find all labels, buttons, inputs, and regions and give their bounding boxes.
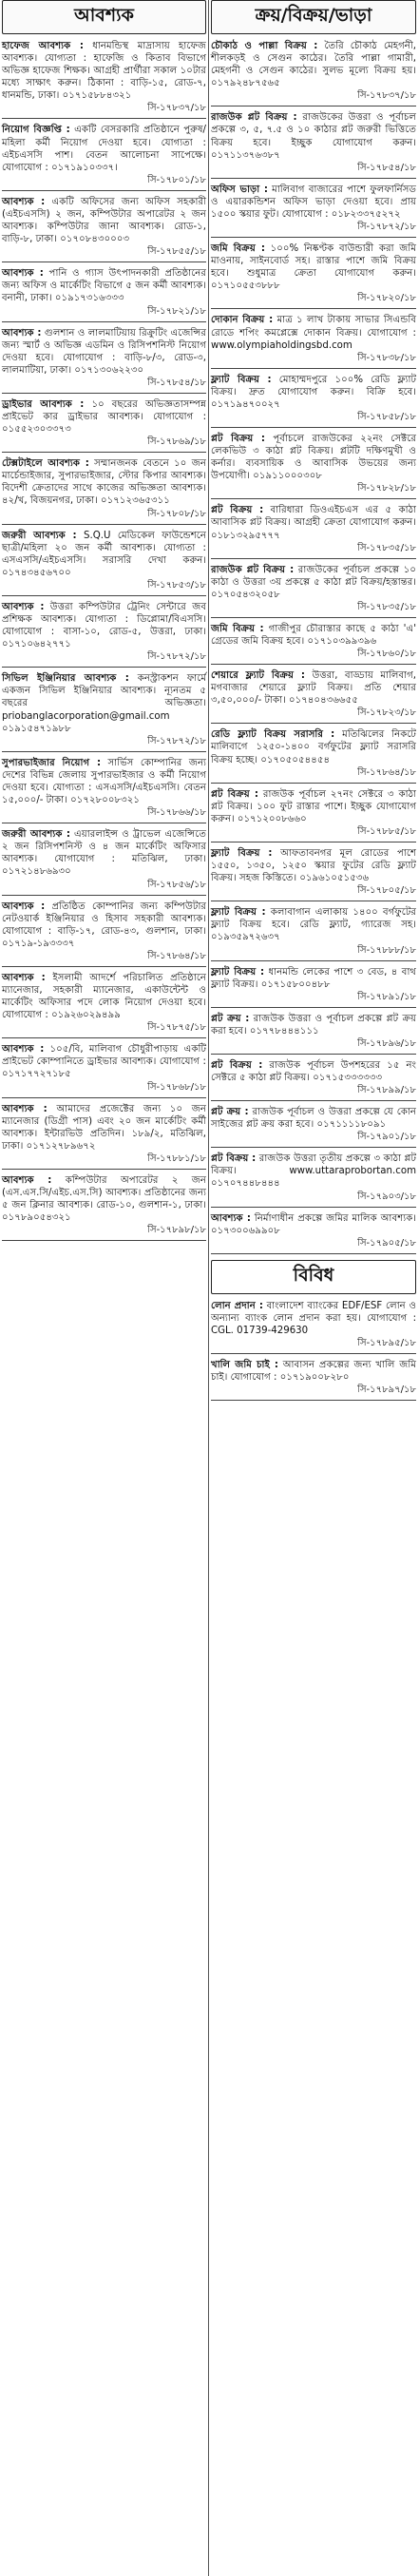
classified-ad: [2, 757, 206, 806]
ad-code: সি-১৭৮২০/১৮: [357, 293, 416, 304]
misc-ads-list: [211, 1300, 416, 1401]
ad-body: আফতাবনগর মূল রোডের পাশে ১৫৫০, ১৩৫০, ১২৫০ স্কয়ার ফুটের রেডি ফ্ল্যাট বিক্রয়। সহজ কিস্তিতে। ০১৯৬১০৫১৫৩৬: [211, 847, 416, 884]
classified-ad: [211, 1359, 416, 1384]
ad-body: রাজউক উত্তরা তৃতীয় প্রকল্পে ৩ কাঠা প্লট বিক্রয়। www.uttaraprobortan.com ০১৭০৭৪৪৮৪৪৪: [211, 1153, 416, 1190]
classified-ad: [211, 966, 416, 991]
ad-code: সি-১৭৮২৮/১৮: [357, 483, 416, 494]
classified-ad: [211, 433, 416, 482]
classified-ad: [2, 601, 206, 650]
ad-body: আমাদের প্রজেক্টের জন্য ১০ জন ম্যানেজার (ডিগ্রী পাস) এবং ২০ জন মার্কেটিং কর্মী আবশ্যক। ইন্টারভিউ প্রতিদিন। ১৮৯/২, মতিঝিল, ঢাকা। ০১৭১২৭৮৯৬৭২: [2, 1103, 206, 1152]
ad-title: জমি বিক্রয় :: [211, 243, 265, 255]
buy-sell-ads-list: [211, 40, 416, 1254]
ad-code: সি-১৭৮২৩/১৮: [357, 707, 416, 719]
section-header-misc: বিবিধ: [211, 1260, 416, 1294]
ad-code: সি-১৭৮৯৯/১৮: [357, 1085, 416, 1096]
ad-title: প্লট বিক্রয় :: [211, 433, 266, 444]
classified-ad: [211, 728, 416, 765]
ad-separator: [211, 368, 416, 369]
ad-title: জরুরী আবশ্যক :: [2, 829, 70, 841]
ad-separator: [211, 1100, 416, 1101]
classified-ad: [2, 972, 206, 1021]
classified-ad: [2, 457, 206, 507]
ad-title: আবশ্যক :: [2, 1174, 52, 1186]
classified-ad: [211, 1013, 416, 1037]
ad-code: সি-১৭৮৮৫/১৮: [357, 825, 416, 837]
ad-title: শেয়ারে ফ্ল্যাট বিক্রয় :: [211, 670, 305, 682]
classified-ad: [211, 847, 416, 884]
ad-separator: [211, 1400, 416, 1401]
ad-title: ড্রাইভার আবশ্যক :: [2, 398, 85, 410]
ad-body: কনস্ট্রাকশন ফার্মে একজন সিভিল ইঞ্জিনিয়ার আবশ্যক। ন্যূনতম ৫ বছরের অভিজ্ঞতা। priobanglacorporation@gmail.com ০১৯১৫৪৭১৯৮৮: [2, 673, 206, 734]
ad-code: সি-১৭৮৬৮/১৮: [147, 1081, 206, 1093]
ad-title: আবশ্যক :: [2, 268, 44, 280]
ad-separator: [211, 237, 416, 238]
ad-separator: [2, 261, 206, 262]
ad-separator: [2, 524, 206, 525]
ad-separator: [2, 1097, 206, 1098]
ad-separator: [211, 427, 416, 428]
ad-body: উত্তরা, বাড্ডায় মালিবাগ, মগবাজার শেয়ারে ফ্ল্যাট বিক্রয়। প্রতি শেয়ার ৩,৫০,০০০/- টাকা। ০১৭৪০৪৩৬৬৫৫: [211, 670, 416, 707]
ad-title: রাজউক প্লট বিক্রয় :: [211, 112, 297, 124]
ad-body: একটি বেসরকারি প্রতিষ্ঠানে পুরুষ/মহিলা কর্মী নিয়োগ দেওয়া হবে। যোগ্যতা : এইচএসসি পাশ। বেতন আলোচনা সাপেক্ষে। যোগাযোগ : ০১৭১৯১০৩৩৭।: [2, 125, 206, 173]
ad-title: আবশ্যক :: [211, 1212, 251, 1224]
ad-title: ফ্ল্যাট বিক্রয় :: [211, 907, 266, 919]
ad-body: একটি অফিসের জন্য অফিস সহকারী (এইচএসসি) ২ জন, কম্পিউটার অপারেটর ২ জন আবশ্যক। কম্পিউটার জানা আবশ্যক। রোড-১, বাড়ি-৮, ঢাকা। ০১৭০৮৪৩০০০৩: [2, 196, 206, 245]
ad-title: আবশ্যক :: [2, 327, 42, 339]
classified-ad: [211, 40, 416, 89]
ad-body: কম্পিউটার অপারেটর ২ জন (এস.এস.সি/এইচ.এস.সি) আবশ্যক। প্রতিষ্ঠানের জন্য ৫ জন ক্লিনার আবশ্যক। রোড-১০, গুলশান-১, ঢাকা। ০১৭৮৯০৫৪৩২১: [2, 1174, 206, 1224]
ad-code: সি-১৭৯০১/১৮: [357, 1132, 416, 1143]
ad-separator: [211, 960, 416, 961]
classified-ad: [211, 242, 416, 292]
ad-code: সি-১৭৮৯১/১৮: [357, 991, 416, 1002]
ad-code: সি-১৭৮৮৮/১৮: [357, 944, 416, 956]
ad-code: সি-১৭৮৩৫/১৮: [357, 542, 416, 553]
ad-code: সি-১৭৮০৫/১৮: [357, 885, 416, 897]
ad-title: প্লট ক্রয় :: [211, 1107, 249, 1118]
classified-ad: [211, 504, 416, 541]
classified-ad: [211, 374, 416, 411]
ad-separator: [2, 118, 206, 119]
ad-code: সি-১৭৮৭২/১৮: [357, 222, 416, 233]
ad-title: প্লট বিক্রয় :: [211, 505, 264, 516]
ad-title: অফিস ভাড়া :: [211, 184, 268, 195]
ad-code: সি-১৭৮৫৫/১৮: [147, 246, 206, 258]
ad-title: হাফেজ আবশ্যক :: [2, 41, 84, 51]
ad-separator: [2, 751, 206, 752]
ad-code: সি-১৭৮৫৬/১৮: [147, 879, 206, 890]
ad-body: মালিবাগ বাজারের পাশে ফুলফার্নিসড ও এয়ারকন্ডিশন অফিস ভাড়া দেওয়া হবে। প্রায় ১৫০০ স্কয়ার ফুট। যোগাযোগ : ০১৮২৩৩৭৫২৭২: [211, 184, 416, 220]
ad-separator: [211, 178, 416, 179]
ad-separator: [2, 667, 206, 668]
ad-title: আবশ্যক :: [2, 196, 46, 207]
ad-code: সি-১৭৮৯৬/১৮: [357, 1037, 416, 1049]
ad-code: সি-১৭৮৫৩/১৮: [147, 579, 206, 591]
ad-body: এয়ারলাইন্স ও ট্রাভেল এজেন্সিতে ২ জন রিসিপশনিস্ট ও ৪ জন মার্কেটিং অফিসার আবশ্যক। যোগাযোগ : মতিঝিল, ঢাকা। ০১৭২১৪৮৬৯৩০: [2, 829, 206, 878]
ad-separator: [211, 617, 416, 618]
ad-body: বাংলাদেশ ব্যাংকের EDF/ESF লোন ও অন্যান্য ব্যাংক লোন প্রদান করা হয়। যোগাযোগ : CGL. 01739-429630: [211, 1300, 416, 1336]
ad-title: আবশ্যক :: [2, 601, 45, 612]
ad-separator: [2, 190, 206, 191]
ad-title: আবশ্যক :: [2, 901, 46, 912]
ad-body: গাজীপুর চৌরাস্তার কাছে ৫ কাঠা 'এ' গ্রেডের জমি বিক্রয় হবে। ০১৭১০৩৯৯৩৯৬: [211, 623, 416, 647]
classified-ad: [2, 196, 206, 245]
ad-title: প্লট বিক্রয় :: [211, 1153, 257, 1165]
ad-body: বারিধারা ডিওএইচএস এর ৫ কাঠা আবাসিক প্লট বিক্রয়। আগ্রহী ক্রেতা যোগাযোগ করুন। ০১৮১৩২৯৫৭৭৭: [211, 505, 416, 541]
ad-body: পূর্বাচলে রাজউকের ২২নং সেক্টরে লেকভিউ ৩ কাঠা প্লট বিক্রয়। প্লটটি দক্ষিণমুখী ও কর্নার। ব্যবসায়িক ও আবাসিক উভয়ের জন্য উপযোগী। ০১৯১১০০০৩০৮: [211, 433, 417, 482]
ad-body: রাজউকের উত্তরা ও পূর্বাচল প্রকল্পে ৩, ৫, ৭.৫ ও ১০ কাঠার প্লট জরুরী ভিত্তিতে বিক্রয় হবে। ইচ্ছুক যোগাযোগ করুন। ০১৭১১৩৭৬৩৮৭: [211, 112, 416, 161]
ad-body: মোহাম্মদপুরে ১০০% রেডি ফ্ল্যাট বিক্রয়। দ্রুত যোগাযোগ করুন। বিক্রি হবে। ০১৭১৯৪৭০০২৭: [211, 374, 416, 410]
ad-body: তৈরি চৌকাঠ মেহগনী, শীলকড়ই ও সেগুন কাঠের। তৈরি পাল্লা গামারী, মেহগনী ও সেগুন কাঠের। সুলভ মূল্যে বিক্রয় হয়। ০১৭৯২৪৮৭৫৬৫: [211, 41, 416, 89]
ad-title: রেডি ফ্ল্যাট বিক্রয় সরাসরি :: [211, 729, 335, 741]
ad-separator: [2, 452, 206, 453]
ad-body: উত্তরা কম্পিউটার ট্রেনিং সেন্টারে জব প্রশিক্ষক আবশ্যক। যোগ্যতা : ডিপ্লোমা/বিএসসি। যোগাযোগ : বাসা-১০, রোড-৫, উত্তরা, ঢাকা। ০১৭১০৬৪২৭৭১: [2, 601, 206, 650]
ad-body: গুলশান ও লালমাটিয়ায় রিক্রুটিং এজেন্সির জন্য স্মার্ট ও অভিজ্ঞ এডমিন ও রিসিপশনিস্ট নিয়োগ দেওয়া হবে। যোগাযোগ : বাড়ি-৮/৩, রোড-৩, লালমাটিয়া, ঢাকা। ০১৭১৩০৬২২৩০: [2, 327, 206, 376]
ad-separator: [211, 308, 416, 309]
ad-code: সি-১৭৮৭২/১৮: [147, 735, 206, 746]
ad-separator: [211, 664, 416, 665]
ad-body: সার্ভিস কোম্পানির জন্য দেশের বিভিন্ন জেলায় সুপারভাইজার ও কর্মী নিয়োগ দেওয়া হবে। যোগ্যতা : এসএসসি/এইচএসসি। বেতন ১৫,০০০/- টাকা। ০১৭২৮০০৮৩২১: [2, 757, 206, 806]
ad-code: সি-১৭৮৫৪/১৮: [357, 162, 416, 173]
ad-separator: [2, 895, 206, 896]
ad-body: মতিঝিলের নিকটে মালিবাগে ১২৫০-১৪০০ বর্গফুটের ফ্ল্যাট সরাসরি বিক্রয় হচ্ছে। ০১৭০৫০৫৪৪৫৪: [211, 729, 416, 765]
ad-code: সি-১৭৮৩৮/১৮: [357, 352, 416, 363]
classified-ad: [2, 1103, 206, 1152]
ad-code: সি-১৭৮৩৫/১৮: [357, 601, 416, 612]
ad-body: মাত্র ১ লাখ টাকায় সাভার সিএন্ডবি রোডে শপিং কমপ্লেক্সে দোকান বিক্রয়। যোগাযোগ : www.olympiaholdingsbd.com: [211, 315, 416, 351]
ad-title: আবশ্যক :: [2, 1103, 48, 1114]
ad-code: সি-১৭৮৬৪/১৮: [147, 950, 206, 961]
ad-title: প্লট বিক্রয় :: [211, 788, 258, 800]
ad-code: সি-১৭৮৯৮/১৮: [147, 1225, 206, 1236]
classified-ad: [211, 623, 416, 648]
ad-separator: [211, 1007, 416, 1008]
classified-ad: [2, 828, 206, 878]
ad-title: জমি বিক্রয় :: [211, 623, 264, 634]
ad-title: ফ্ল্যাট বিক্রয় :: [211, 966, 265, 978]
ad-title: আবশ্যক :: [2, 1044, 45, 1056]
ad-code: সি-১৭৯০৩/১৮: [357, 1191, 416, 1202]
ad-separator: [211, 106, 416, 107]
ad-separator: [211, 842, 416, 843]
ad-separator: [211, 558, 416, 559]
ad-title: ফ্ল্যাট বিক্রয় :: [211, 847, 273, 859]
ad-title: প্লট ক্রয় :: [211, 1013, 250, 1024]
ad-code: সি-১৭৮০৮/১৮: [147, 508, 206, 519]
classified-ad: [211, 788, 416, 825]
ad-separator: [211, 1147, 416, 1148]
ad-code: সি-১৭৮৭২/১৮: [147, 651, 206, 663]
ad-separator: [211, 1054, 416, 1055]
ad-body: আবাসন প্রকল্পের জন্য খালি জমি চাই। যোগাযোগ : ০১৭১৯০০৮২৮০: [211, 1360, 416, 1384]
classified-ad: [211, 111, 416, 161]
ad-body: ধানমন্ডিস্থ মাদ্রাসায় হাফেজ আবশ্যক। যোগ্যতা : হাফেজি ও কিতাব বিভাগে অভিজ্ঞ হাফেজ শিক্ষক। আগ্রহী প্রার্থীরা সকাল ১০টার মধ্যে সাক্ষাৎ করুন। ঠিকানা : বাড়ি-১৫, রোড-৭, ধানমন্ডি, ঢাকা। ০১৭১৫৮৮৪৩২১: [2, 41, 207, 102]
ad-body: ইসলামী আদর্শে পরিচালিত প্রতিষ্ঠানে ম্যানেজার, সহকারী ম্যানেজার, একাউন্টেন্ট ও মার্কেটিং অফিসার পদে লোক নিয়োগ দেওয়া হবে। যোগাযোগ : ০১৯২৬০২৯৪৯৯: [2, 972, 206, 1021]
column-wanted: [2, 0, 206, 1246]
section-header-wanted: আবশ্যক: [2, 0, 206, 34]
ad-separator: [2, 1037, 206, 1038]
classified-ad: [2, 672, 206, 734]
ad-body: রাজউক পূর্বাচল উপশহরের ১৫ নং সেক্টরে ৫ কাঠা প্লট বিক্রয়। ০১৭১৫৩৩৩৩৩৩: [211, 1059, 416, 1083]
ad-code: সি-১৭৮৩৭/১৮: [147, 103, 206, 114]
wanted-ads-list: [2, 40, 206, 1241]
ad-separator: [2, 321, 206, 322]
ad-title: নিয়োগ বিজ্ঞপ্তি :: [2, 125, 70, 136]
ad-separator: [2, 393, 206, 394]
classified-ad: [2, 901, 206, 950]
ad-code: সি-১৭৮৬০/১৮: [357, 649, 416, 660]
ad-title: দোকান বিক্রয় :: [211, 315, 274, 326]
classified-ad: [211, 1106, 416, 1131]
classified-ad: [2, 398, 206, 436]
ad-body: ১০ বছরের অভিজ্ঞতাসম্পন্ন প্রাইভেট কার ড্রাইভার আবশ্যক। যোগাযোগ : ০১৫৫২৩০৩৩৭৩: [2, 398, 206, 436]
ad-body: প্রতিষ্ঠিত কোম্পানির জন্য কম্পিউটার নেটওয়ার্ক ইঞ্জিনিয়ার ও হিসাব সহকারী আবশ্যক। যোগাযোগ : বাড়ি-১৭, রোড-৪৩, গুলশান, ঢাকা। ০১৭১৯-১৯৩৩৩৭: [2, 901, 206, 949]
ad-body: রাজউক পূর্বাচল ও উত্তরা প্রকল্পে যে কোন সাইজের প্লট ক্রয় করা হবে। ০১৭১১১১৮০৯১: [211, 1107, 416, 1131]
ad-separator: [2, 966, 206, 967]
classified-ad: [2, 530, 206, 579]
ad-separator: [211, 498, 416, 499]
ad-separator: [211, 1353, 416, 1354]
classified-ad: [211, 1059, 416, 1084]
ad-body: ধানমন্ডি লেকের পাশে ৩ বেড, ৪ বাথ ফ্ল্যাট বিক্রয়। ০১৭১৫৮০০৪৮৮: [211, 966, 416, 990]
ad-title: টেক্সটাইলে আবশ্যক :: [2, 458, 89, 470]
classified-ad: [2, 124, 206, 173]
ad-code: সি-১৭৮৫৪/১৮: [147, 377, 206, 388]
classified-ad: [2, 267, 206, 304]
ad-code: সি-১৭৮০১/১৮: [147, 174, 206, 185]
section-header-buy-sell: ক্রয়/বিক্রয়/ভাড়া: [211, 0, 416, 34]
ad-body: ১০০% নিষ্কণ্টক বাউন্ডারী করা জমি মাওনায়, সাইনবোর্ড সহ। রাস্তার পাশে জমি বিক্রয় হবে। শুধুমাত্র ক্রেতা যোগাযোগ করুন। ০১৭১০৫৫৩৮৮৮: [211, 243, 416, 292]
ad-separator: [2, 1169, 206, 1170]
ad-separator: [2, 595, 206, 596]
classified-ad: [211, 669, 416, 707]
ad-separator: [211, 1207, 416, 1208]
ad-code: সি-১৭৮৫৮/১৮: [357, 411, 416, 422]
classified-ad: [2, 1043, 206, 1080]
ad-body: পানি ও গ্যাস উৎপাদনকারী প্রতিষ্ঠানের জন্য অফিস ও মার্কেটিং বিভাগে ৫ জন কর্মী আবশ্যক। বনানী, ঢাকা। ০১৯১৭৩১৬৩৩৩: [2, 268, 206, 304]
classified-ad: [211, 1300, 416, 1337]
ad-title: রাজউক প্লট বিক্রয় :: [211, 564, 295, 575]
classified-ad: [211, 564, 416, 601]
ad-body: সম্মানজনক বেতনে ১০ জন মার্চেন্ডাইজার, সুপারভাইজার, স্টোর কিপার আবশ্যক। বিদেশী ক্রেতাদের সাথে কাজের অভিজ্ঞতা আবশ্যক। ৪২/খ, বিজয়নগর, ঢাকা। ০১৭১২৩৬৫৩১১: [2, 458, 206, 507]
ad-title: খালি জমি চাই :: [211, 1360, 278, 1370]
classified-ad: [2, 327, 206, 377]
column-buy-sell-rent: [211, 0, 416, 1405]
ad-title: আবশ্যক :: [2, 972, 46, 983]
classified-ad: [211, 906, 416, 943]
ad-body: রাজউক পূর্বাচল ২৭নং সেক্টরে ৩ কাঠা প্লট বিক্রয়। ১০০ ফুট রাস্তার পাশে। ইচ্ছুক যোগাযোগ করুন। ০১৭১২০০৮৬৬০: [211, 788, 416, 824]
ad-code: সি-১৭৮৬৯/১৮: [147, 436, 206, 448]
ad-title: প্লট বিক্রয় :: [211, 1059, 263, 1071]
ad-title: লোন প্রদান :: [211, 1300, 263, 1311]
ad-code: সি-১৭৮৩৭/১৮: [357, 90, 416, 102]
ad-title: ফ্ল্যাট বিক্রয় :: [211, 374, 272, 385]
classified-ad: [211, 1152, 416, 1190]
ad-code: সি-১৭৮৭৫/১৮: [147, 1022, 206, 1034]
ad-code: সি-১৭৮৯৫/১৮: [357, 1338, 416, 1348]
ad-code: সি-১৭৮৯৭/১৮: [357, 1385, 416, 1396]
column-divider: [208, 0, 209, 2576]
ad-code: সি-১৭৮৬৬/১৮: [147, 807, 206, 819]
ad-code: সি-১৭৯০৫/১৮: [357, 1237, 416, 1249]
classified-ad: [2, 40, 206, 102]
ad-title: সুপারভাইজার নিয়োগ :: [2, 757, 102, 768]
ad-separator: [211, 723, 416, 724]
ad-body: রাজউক উত্তরা ও পূর্বাচল প্রকল্পে প্লট ক্রয় করা হবে। ০১৭৭৮৪৪৪১১১: [211, 1013, 416, 1036]
ad-body: নির্মাণাধীন প্রকল্পে জমির মালিক আবশ্যক। ০১৭৩০০৬৯৯০৮: [211, 1212, 416, 1236]
ad-separator: [2, 1240, 206, 1241]
ad-body: কলাবাগান এলাকায় ১৪০০ বর্গফুটের ফ্ল্যাট বিক্রয় হবে। রেডি ফ্ল্যাট, গ্যারেজ সহ। ০১৯৩৫৯৭২৬৩৭: [211, 907, 416, 943]
ad-code: সি-১৭৮৮১/১৮: [147, 1152, 206, 1164]
ad-body: S.Q.U মেডিকেল ফাউন্ডেশনে ছাত্রী/মহিলা ২০ জন কর্মী আবশ্যক। যোগ্যতা : এসএসসি/এইচএসসি। সরাসরি দেখা করুন। ০১৭৪৩৪৫৬৭০০: [2, 530, 206, 578]
classified-ad: [2, 1174, 206, 1224]
classified-ad: [211, 184, 416, 221]
ad-separator: [211, 1253, 416, 1254]
ad-separator: [211, 783, 416, 784]
ad-code: সি-১৭৮২১/১৮: [147, 305, 206, 317]
classified-ad: [211, 1212, 416, 1237]
ad-body: ১০৫/বি, মালিবাগ চৌধুরীপাড়ায় একটি প্রাইভেট কোম্পানিতে ড্রাইভার আবশ্যক। যোগাযোগ : ০১৭১৭৭২৭১৮৫: [2, 1044, 206, 1080]
classified-ad: [211, 314, 416, 351]
ad-title: জরুরী আবশ্যক :: [2, 530, 77, 541]
ad-title: চৌকাঠ ও পাল্লা বিক্রয় :: [211, 41, 318, 51]
ad-code: সি-১৭৮৬৪/১৮: [357, 766, 416, 778]
ad-body: রাজউকের পূর্বাচল প্রকল্পে ১০ কাঠা ও উত্তরা ৩য় প্রকল্পে ৫ কাঠা প্লট বিক্রয়/হস্তান্তর। ০১৭০৫৪৩২০৫৮: [211, 564, 416, 600]
ad-title: সিভিল ইঞ্জিনিয়ার আবশ্যক :: [2, 673, 129, 685]
